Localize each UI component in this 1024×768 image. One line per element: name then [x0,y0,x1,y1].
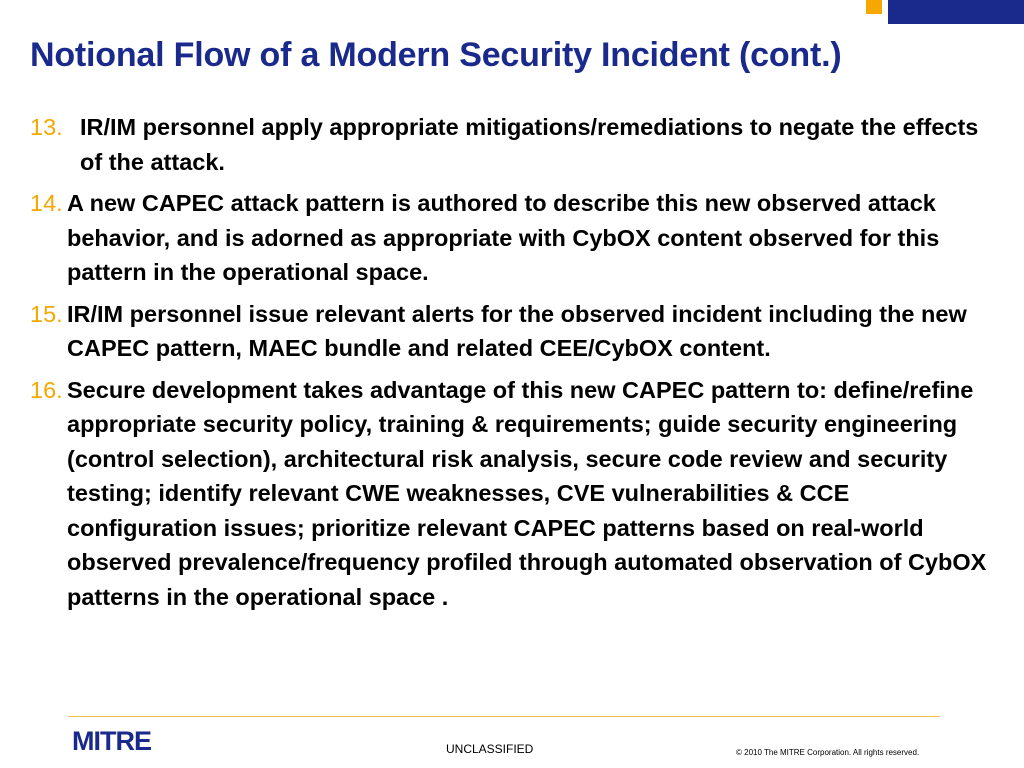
list-item-text: Secure development takes advantage of this new CAPEC pattern to: define/refine appropriate security policy, training & requirements; guide security engineering (control selection), architectural risk analysis, secure code review and security testing; identify relevant CWE weaknesses, CVE vulnerabilities & CCE configuration issues; prioritize relevant CAPEC patterns based on real-world observed prevalence/frequency profiled through automated observation of CybOX patterns in the operational space . [67,376,987,610]
list-item-13 [30,110,1005,179]
numbered-list [30,110,1005,621]
corner-accent-orange [866,0,882,14]
list-item-text: IR/IM personnel apply appropriate mitigations/remediations to negate the effects of the attack. [80,114,979,175]
corner-accent-blue [888,0,1024,24]
list-item-16 [30,373,1005,615]
list-item-15 [30,297,1005,366]
classification-label: UNCLASSIFIED [446,742,534,756]
list-item-number: 16. [30,376,63,403]
list-item-14 [30,186,1005,290]
slide-title: Notional Flow of a Modern Security Incident (cont.) [30,36,842,74]
list-item-number: 15. [30,300,63,327]
list-item-text: IR/IM personnel issue relevant alerts for the observed incident including the new CAPEC pattern, MAEC bundle and related CEE/CybOX content. [67,300,967,361]
list-item-number: 14. [30,190,63,216]
list-item-text: A new CAPEC attack pattern is authored to describe this new observed attack behavior, and is adorned as appropriate with CybOX content observed for this pattern in the operational space. [67,190,940,285]
copyright-notice: © 2010 The MITRE Corporation. All rights reserved. [736,748,920,757]
mitre-logo: MITRE [72,726,151,756]
footer-divider [68,716,940,717]
list-item-number: 13. [30,114,63,140]
